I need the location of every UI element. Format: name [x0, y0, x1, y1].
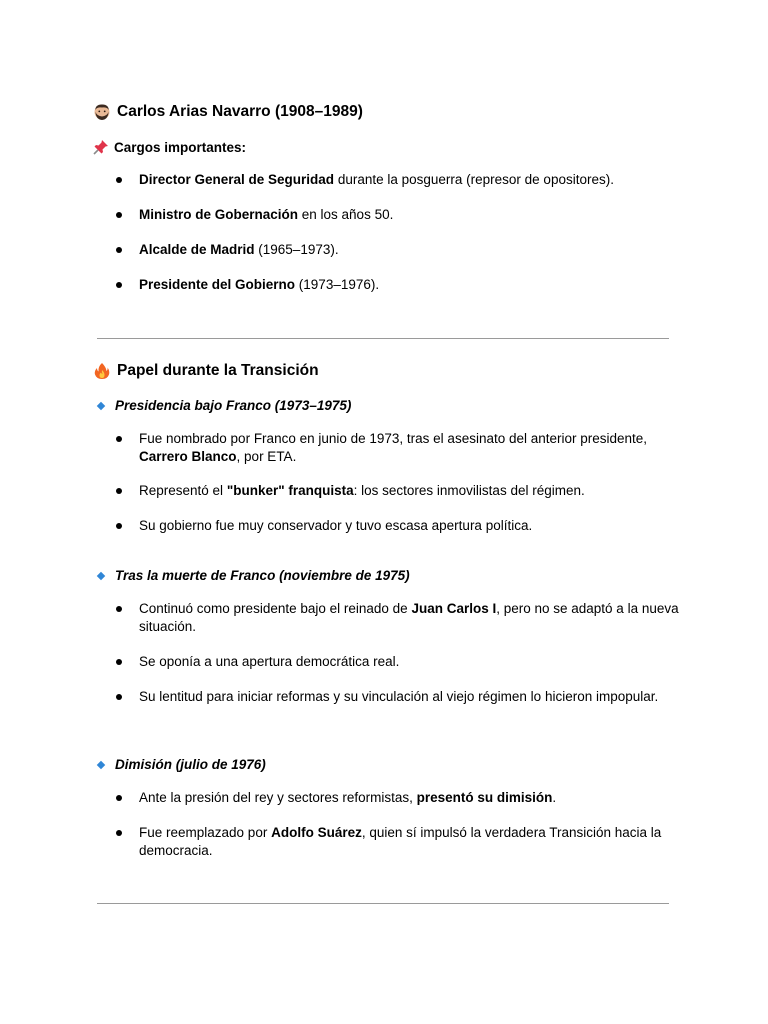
cargos-subheading	[93, 139, 246, 155]
blue-diamond-icon	[97, 401, 105, 409]
bullet-dot	[116, 212, 122, 218]
group-heading-tras-muerte	[96, 568, 410, 583]
bullet-dot	[116, 247, 122, 253]
group-heading-dimision	[96, 757, 266, 772]
bullet-dot	[116, 606, 122, 612]
list-item: Director General de Seguridad durante la posguerra (represor de opositores).	[139, 172, 614, 187]
list-item: Fue reemplazado por Adolfo Suárez, quien sí impulsó la verdadera Transición hacia la democracia.	[139, 825, 662, 858]
man-beard-emoji-icon	[93, 103, 111, 121]
bullet-dot	[116, 830, 122, 836]
section-title-arias-navarro	[93, 103, 363, 121]
horizontal-divider	[97, 338, 669, 339]
list-item: Ante la presión del rey y sectores reformistas, presentó su dimisión.	[139, 790, 557, 805]
bullet-dot	[116, 177, 122, 183]
group-heading-text: Presidencia bajo Franco (1973–1975)	[115, 398, 352, 413]
cargos-subheading-text: Cargos importantes:	[114, 139, 247, 155]
fire-emoji-icon	[93, 362, 111, 380]
horizontal-divider	[97, 903, 669, 904]
list-item: Fue nombrado por Franco en junio de 1973, tras el asesinato del anterior presidente, Carrero Blanco, por ETA.	[139, 431, 648, 464]
list-item: Representó el "bunker" franquista: los sectores inmovilistas del régimen.	[139, 483, 585, 498]
blue-diamond-icon	[97, 760, 105, 768]
section-title-transicion	[93, 362, 319, 380]
list-item: Su gobierno fue muy conservador y tuvo escasa apertura política.	[139, 518, 533, 533]
bullet-dot	[116, 523, 122, 529]
pushpin-icon	[93, 139, 109, 155]
list-item: Continuó como presidente bajo el reinado de Juan Carlos I, pero no se adaptó a la nueva situación.	[139, 601, 679, 634]
bullet-dot	[116, 488, 122, 494]
bullet-dot	[116, 795, 122, 801]
bullet-dot	[116, 659, 122, 665]
list-item: Alcalde de Madrid (1965–1973).	[139, 242, 339, 257]
list-item: Ministro de Gobernación en los años 50.	[139, 207, 394, 222]
blue-diamond-icon	[97, 571, 105, 579]
group-heading-text: Dimisión (julio de 1976)	[115, 757, 266, 772]
group-heading-text: Tras la muerte de Franco (noviembre de 1975)	[115, 568, 410, 583]
bullet-dot	[116, 694, 122, 700]
section-title-text: Papel durante la Transición	[117, 362, 319, 379]
bullet-dot	[116, 282, 122, 288]
group-heading-presidencia	[96, 398, 351, 413]
bullet-dot	[116, 436, 122, 442]
section-title-text: Carlos Arias Navarro (1908–1989)	[117, 103, 363, 120]
list-item: Presidente del Gobierno (1973–1976).	[139, 277, 380, 292]
list-item: Su lentitud para iniciar reformas y su vinculación al viejo régimen lo hicieron impopular.	[139, 689, 659, 704]
list-item: Se oponía a una apertura democrática real.	[139, 654, 400, 669]
